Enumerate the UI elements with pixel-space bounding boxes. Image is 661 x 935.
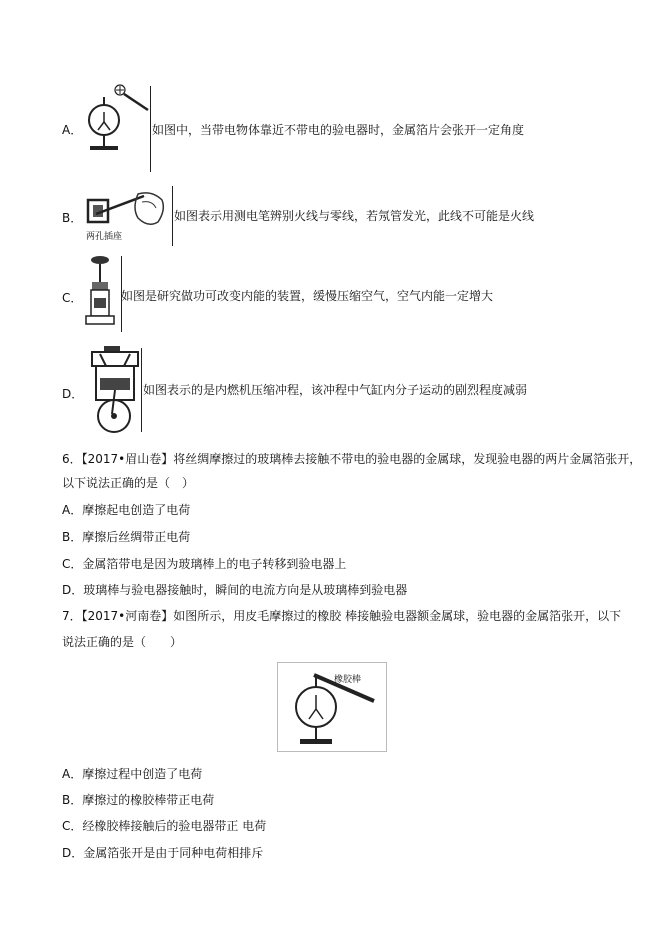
option-d-text: 如图表示的是内燃机压缩冲程，该冲程中气缸内分子运动的剧烈程度减弱 bbox=[143, 383, 528, 397]
q6-stem-line1: 6．【2017•眉山卷】将丝绸摩擦过的玻璃棒去接触不带电的验电器的金属球，发现验电器的两片金属箔张开， bbox=[62, 452, 642, 466]
q7-figure-label: 橡胶棒 bbox=[334, 675, 362, 685]
q7-option-d: D．金属箔张开是由于同种电荷相排斥 bbox=[62, 846, 264, 860]
option-b-letter: B． bbox=[62, 211, 83, 225]
figure-b-caption: 两孔插座 bbox=[86, 232, 123, 242]
rubber-rod-electroscope-figure bbox=[277, 662, 387, 752]
q7-stem-line2: 说法正确的是（ ） bbox=[62, 635, 183, 649]
figure-b-border bbox=[172, 186, 173, 246]
option-d-letter: D． bbox=[62, 387, 84, 401]
q6-stem-line2: 以下说法正确的是（ ） bbox=[62, 476, 195, 490]
figure-d-border bbox=[141, 348, 142, 432]
q6-option-d: D．玻璃棒与验电器接触时，瞬间的电流方向是从玻璃棒到验电器 bbox=[62, 583, 408, 597]
option-c-text: 如图是研究做功可改变内能的装置，缓慢压缩空气，空气内能一定增大 bbox=[121, 289, 494, 303]
air-compression-figure-c bbox=[82, 252, 118, 332]
q6-option-a: A．摩擦起电创造了电荷 bbox=[62, 503, 191, 517]
q6-option-b: B．摩擦后丝绸带正电荷 bbox=[62, 530, 191, 544]
q7-option-a: A．摩擦过程中创造了电荷 bbox=[62, 767, 203, 781]
option-c-letter: C． bbox=[62, 291, 83, 305]
option-a-text: 如图中，当带电物体靠近不带电的验电器时，金属箔片会张开一定角度 bbox=[152, 123, 525, 137]
q7-option-c: C．经橡胶棒接触后的验电器带正 电荷 bbox=[62, 819, 267, 833]
q6-option-c: C．金属箔带电是因为玻璃棒上的电子转移到验电器上 bbox=[62, 557, 347, 571]
q7-option-b: B．摩擦过的橡胶棒带正电荷 bbox=[62, 793, 215, 807]
engine-cylinder-figure-d bbox=[86, 344, 144, 436]
electroscope-figure-a bbox=[80, 84, 156, 166]
figure-a-border bbox=[150, 86, 151, 172]
option-b-text: 如图表示用测电笔辨别火线与零线，若氖管发光，此线不可能是火线 bbox=[174, 209, 535, 223]
q7-stem-line1: 7．【2017•河南卷】如图所示，用皮毛摩擦过的橡胶 棒接触验电器额金属球，验电器的金属箔张开，以下 bbox=[62, 609, 622, 623]
option-a-letter: A． bbox=[62, 123, 83, 137]
